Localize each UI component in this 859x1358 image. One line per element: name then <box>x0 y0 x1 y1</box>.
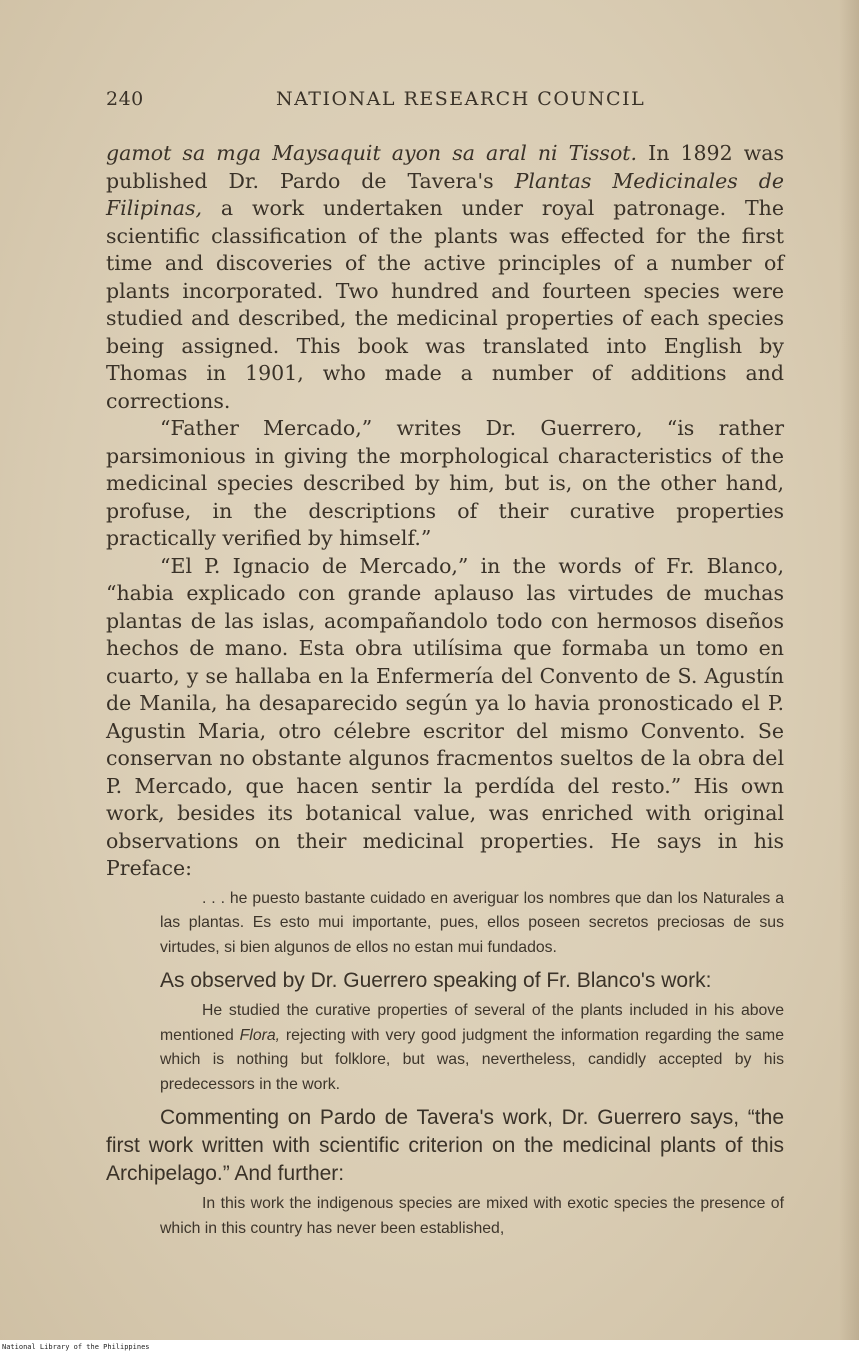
block-quote-2-text-b: rejecting with very good judgment the information regarding the same which is nothing but folklore, but was, nevertheless, candidly accepted by his predecessors in the work. <box>160 1026 784 1094</box>
running-head: NATIONAL RESEARCH COUNCIL <box>276 88 646 110</box>
paragraph-2: “Father Mercado,” writes Dr. Guerrero, “is rather parsimonious in giving the morphological characteristics of the medicinal species described by him, but is, on the other hand, profuse, in the descriptions of their curative properties practically verified by himself.” <box>106 416 784 550</box>
tagalog-title: gamot sa mga Maysaquit ayon sa aral ni Tissot. <box>106 141 638 165</box>
paragraph-1-text-a: In 1892 was published Dr. Pardo de Tavera's <box>106 141 784 193</box>
page-edge-shadow <box>839 0 859 1340</box>
page-header <box>106 88 786 118</box>
book-title: Plantas Medicinales de Filipinas, <box>106 168 784 220</box>
block-quote-2 <box>160 999 784 1098</box>
paragraph-5: Commenting on Pardo de Tavera's work, Dr. Guerrero says, “the first work written with scientific criterion on the medicinal plants of this Archipelago.” And further: <box>106 1106 784 1186</box>
footer-credit: National Library of the Philippines <box>2 1343 150 1351</box>
body-text <box>106 140 784 1248</box>
paragraph-1-text-b: a work undertaken under royal patronage. The scientific classification of the plants was effected for the first time and discoveries of the active principles of a number of plants incorporated. Two hundred and fourteen species were studied and described, the medicinal properties of each species being assigned. This book was translated into English by Thomas in 1901, who made a number of additions and corrections. <box>106 196 784 413</box>
block-quote-3: In this work the indigenous species are mixed with exotic species the presence of which in this country has never been established, <box>160 1195 784 1237</box>
paragraph-3: “El P. Ignacio de Mercado,” in the words of Fr. Blanco, “habia explicado con grande aplauso las virtudes de muchas plantas de las islas, acompañandolo todo con hermosos diseños hechos de mano. Esta obra utilísima que formaba un tomo en cuarto, y se hallaba en la Enfermería del Convento de S. Agustín de Manila, ha desaparecido según ya lo havia pronosticado el P. Agustin Maria, otro célebre escritor del mismo Convento. Se conservan no obstante algunos fracmentos sueltos de la obra del P. Mercado, que hacen sentir la perdída del resto.” His own work, besides its botanical value, was enriched with original observations on their medicinal properties. He says in his Preface: <box>106 553 784 880</box>
flora-title: Flora, <box>239 1026 281 1044</box>
block-quote-1: . . . he puesto bastante cuidado en averiguar los nombres que dan los Naturales a las plantas. Es esto mui importante, pues, ellos poseen secretos preciosas de sus virtudes, si bien algunos de ellos no estan mui fundados. <box>160 889 784 957</box>
footer-strip <box>0 1340 859 1358</box>
page-number: 240 <box>106 88 144 110</box>
paragraph-4: As observed by Dr. Guerrero speaking of Fr. Blanco's work: <box>160 968 712 992</box>
block-quote-2-text-a: He studied the curative properties of several of the plants included in his above mentioned <box>160 1001 784 1044</box>
paragraph-1 <box>106 140 784 415</box>
